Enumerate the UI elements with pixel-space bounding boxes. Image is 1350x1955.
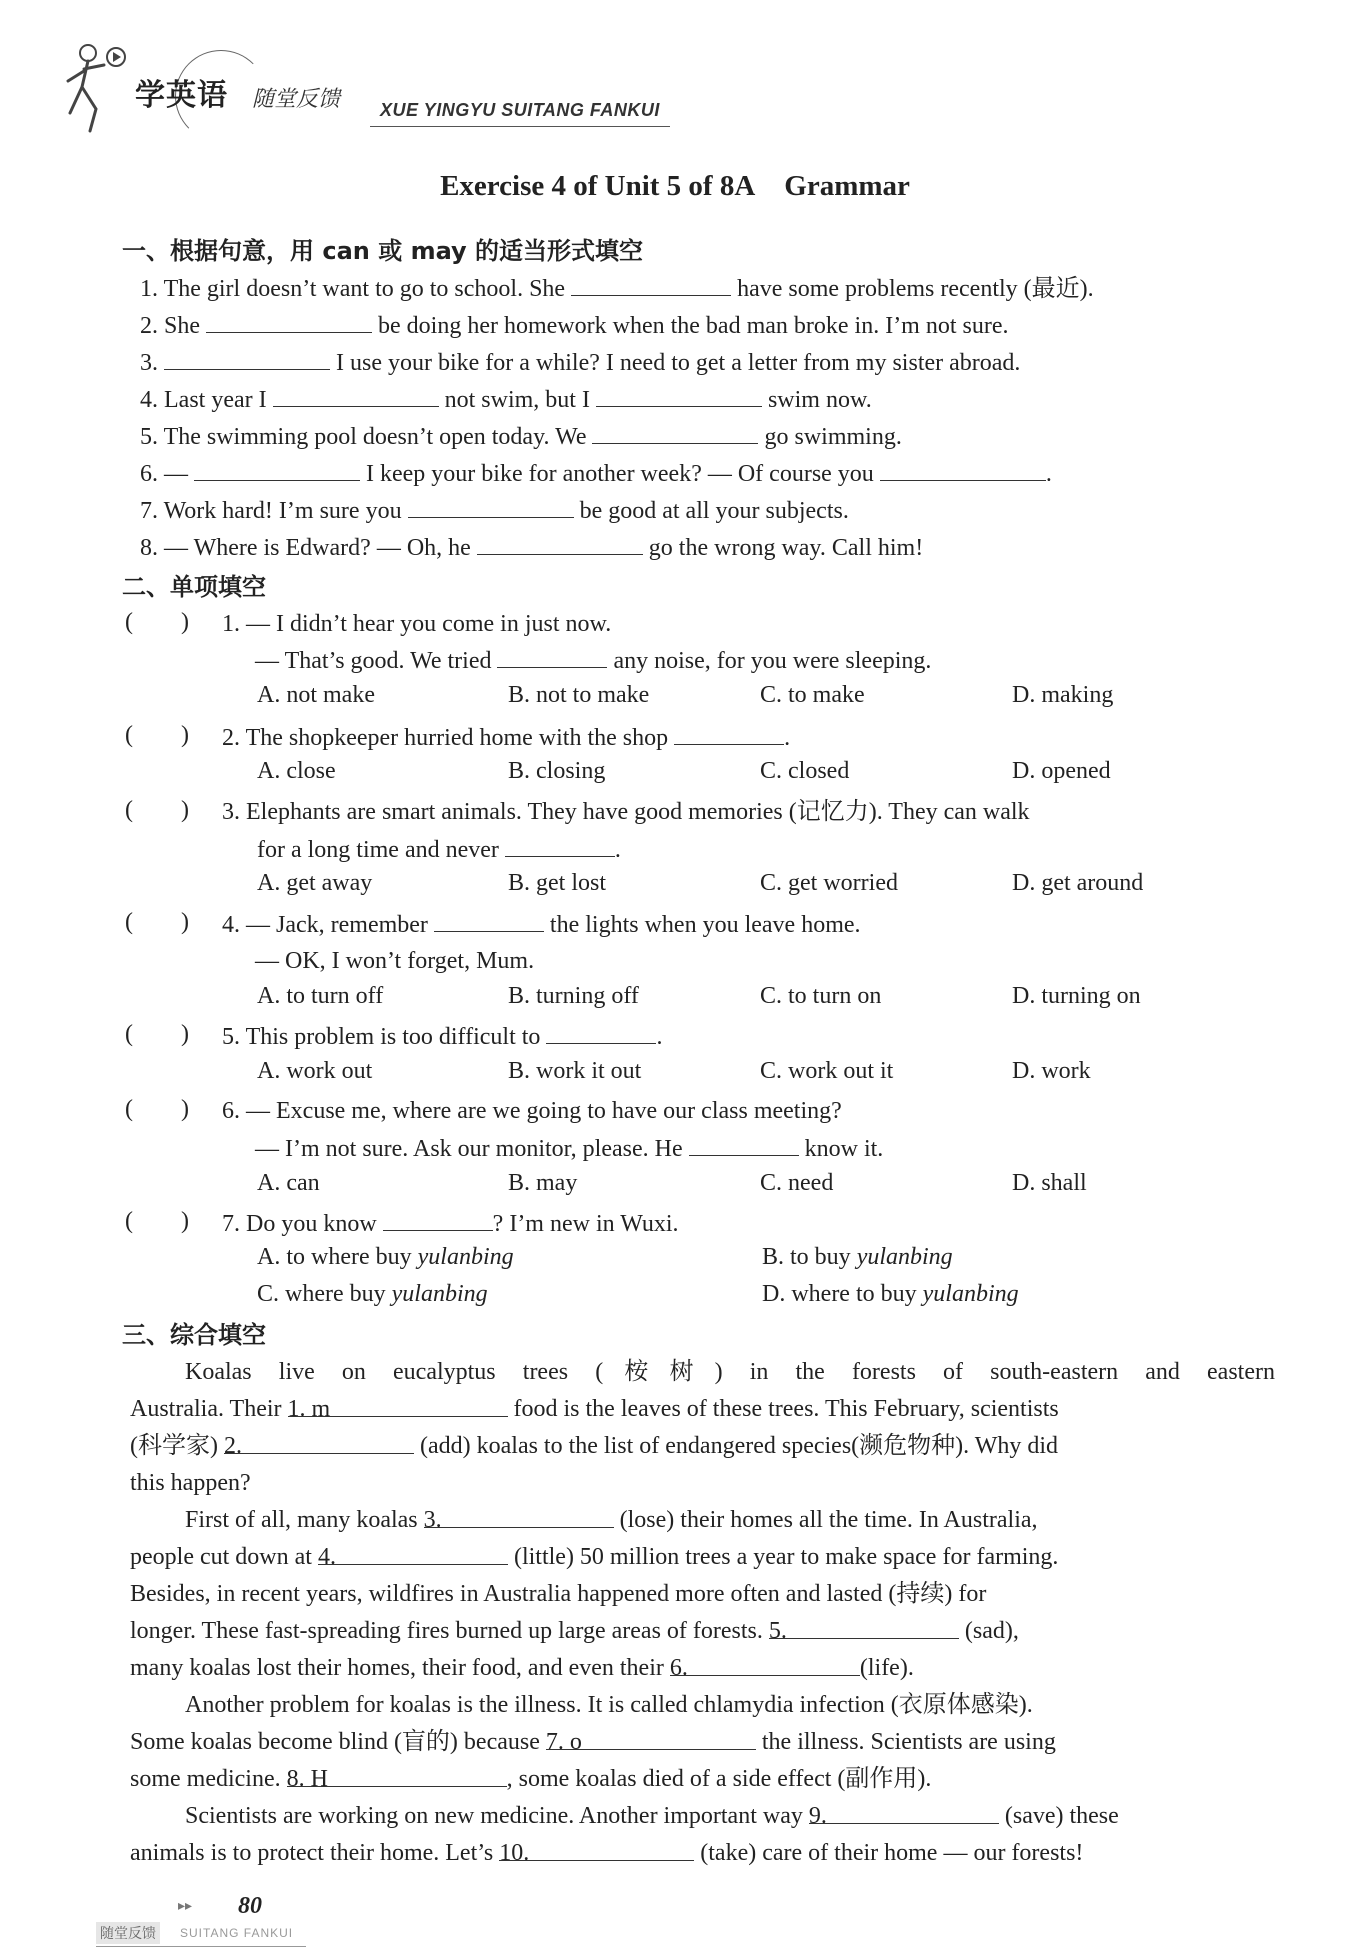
footer-subtitle: SUITANG FANKUI	[180, 1926, 294, 1940]
text: some medicine.	[130, 1766, 281, 1792]
text: (little) 50 million trees a year to make space for farming.	[513, 1544, 1059, 1570]
answer-blank[interactable]	[880, 458, 1046, 481]
option-b[interactable]: B. closing	[508, 758, 606, 784]
cloze-blank-6[interactable]	[669, 1653, 860, 1681]
text: 6. —	[140, 461, 188, 487]
blank-number: 3.	[423, 1507, 442, 1533]
option-d[interactable]: D. making	[1012, 682, 1114, 708]
option-d[interactable]: D. turning on	[1012, 983, 1141, 1009]
answer-blank[interactable]	[477, 532, 643, 555]
text: First of all, many koalas	[185, 1507, 418, 1533]
text: , some koalas died of a side effect (副作用).	[506, 1766, 932, 1792]
option-b[interactable]: B. get lost	[508, 870, 607, 896]
answer-blank[interactable]	[206, 310, 372, 333]
sec2-q3-stem-2	[257, 834, 621, 865]
cloze-blank-7[interactable]	[545, 1727, 756, 1755]
text: C. where buy	[257, 1281, 386, 1307]
text: 4. Last year I	[140, 387, 267, 413]
cloze-line: Koalas live on eucalyptus trees (桉树) in the forests of south-eastern and eastern	[185, 1359, 1275, 1385]
option-a[interactable]	[257, 1244, 514, 1271]
blank-number: 10.	[499, 1840, 530, 1866]
text: — I’m not sure. Ask our monitor, please. He	[255, 1136, 683, 1162]
cloze-line	[130, 1394, 1059, 1424]
sec1-q1	[140, 273, 1094, 304]
option-b[interactable]: B. not to make	[508, 682, 650, 708]
option-c[interactable]: C. get worried	[760, 870, 898, 896]
cloze-line	[130, 1616, 1019, 1646]
cloze-line: Another problem for koalas is the illness. It is called chlamydia infection (衣原体感染).	[185, 1692, 1033, 1718]
option-c[interactable]: C. to turn on	[760, 983, 882, 1009]
cloze-line	[130, 1727, 1056, 1757]
runner-logo-icon	[60, 35, 130, 135]
sec2-q6-stem: 6. — Excuse me, where are we going to have our class meeting?	[222, 1098, 842, 1124]
answer-blank[interactable]	[164, 347, 330, 370]
blank-number: 2.	[223, 1433, 242, 1459]
footer-tag: 随堂反馈	[96, 1922, 160, 1944]
text: I use your bike for a while? I need to get a letter from my sister abroad.	[336, 350, 1021, 376]
text: (add) koalas to the list of endangered species(濒危物种). Why did	[419, 1433, 1059, 1459]
text: food is the leaves of these trees. This February, scientists	[513, 1396, 1059, 1422]
text: B. to buy	[762, 1244, 851, 1270]
option-d[interactable]: D. work	[1012, 1058, 1091, 1084]
text: (sad),	[964, 1618, 1019, 1644]
text: 7. Work hard! I’m sure you	[140, 498, 402, 524]
blank-number: 5.	[768, 1618, 787, 1644]
text: D. where to buy	[762, 1281, 917, 1307]
page-title: Exercise 4 of Unit 5 of 8A Grammar	[440, 170, 910, 202]
text: go swimming.	[764, 424, 902, 450]
text: yulanbing	[391, 1281, 488, 1307]
text: for a long time and never	[257, 837, 499, 863]
answer-paren[interactable]: ( )	[125, 1208, 189, 1234]
text: Some koalas become blind (盲的) because	[130, 1729, 540, 1755]
option-b[interactable]	[762, 1244, 953, 1271]
text: many koalas lost their homes, their food, and even their	[130, 1655, 664, 1681]
text: yulanbing	[417, 1244, 514, 1270]
text: .	[784, 725, 791, 751]
answer-blank[interactable]	[592, 421, 758, 444]
cloze-line	[130, 1431, 1058, 1461]
sec1-q2	[140, 310, 1009, 341]
header-title: 学英语	[135, 78, 228, 113]
sec2-q3-stem: 3. Elephants are smart animals. They have good memories (记忆力). They can walk	[222, 799, 1030, 825]
text: the illness. Scientists are using	[761, 1729, 1056, 1755]
blank-number: 1. m	[287, 1396, 331, 1422]
text: (life).	[859, 1655, 914, 1681]
text: 3.	[140, 350, 158, 376]
sec1-q3	[140, 347, 1020, 378]
option-a[interactable]: A. to turn off	[257, 983, 384, 1009]
cloze-blank-5[interactable]	[768, 1616, 959, 1644]
footer-rule	[96, 1946, 306, 1947]
text: go the wrong way. Call him!	[648, 535, 924, 561]
blank-number: 8. H	[286, 1766, 328, 1792]
text: yulanbing	[856, 1244, 953, 1270]
sec2-q6-reply	[255, 1133, 883, 1164]
text: .	[1045, 461, 1052, 487]
header-rule	[370, 126, 670, 127]
cloze-line	[130, 1764, 931, 1794]
cloze-blank-2[interactable]	[223, 1431, 414, 1459]
cloze-line	[130, 1542, 1058, 1572]
sec2-q1-reply	[255, 645, 931, 676]
sec1-q8	[140, 532, 923, 563]
cloze-blank-4[interactable]	[317, 1542, 508, 1570]
text: — That’s good. We tried	[255, 648, 492, 674]
answer-blank[interactable]	[497, 645, 607, 668]
answer-blank[interactable]	[689, 1133, 799, 1156]
text: Australia. Their	[130, 1396, 282, 1422]
option-a[interactable]: A. close	[257, 758, 336, 784]
answer-blank[interactable]	[505, 834, 615, 857]
section1-heading: 一、根据句意，用 can 或 may 的适当形式填空	[122, 237, 644, 265]
text: (save) these	[1004, 1803, 1119, 1829]
option-a[interactable]: A. can	[257, 1170, 320, 1196]
answer-paren[interactable]: ( )	[125, 1096, 189, 1122]
answer-blank[interactable]	[674, 722, 784, 745]
answer-blank[interactable]	[273, 384, 439, 407]
blank-number: 6.	[669, 1655, 688, 1681]
text: A. to where buy	[257, 1244, 412, 1270]
sec1-q4	[140, 384, 872, 415]
option-b[interactable]: B. may	[508, 1170, 578, 1196]
text: 7. Do you know	[222, 1211, 377, 1237]
text: Scientists are working on new medicine. Another important way	[185, 1803, 803, 1829]
text: 2. She	[140, 313, 200, 339]
text: the lights when you leave home.	[549, 912, 861, 938]
sec2-q5-stem	[222, 1021, 662, 1052]
text: 4. — Jack, remember	[222, 912, 428, 938]
sec1-q7	[140, 495, 849, 526]
cloze-blank-3[interactable]	[423, 1505, 614, 1533]
blank-number: 9.	[808, 1803, 827, 1829]
header-banner	[60, 30, 680, 140]
option-a[interactable]: A. not make	[257, 682, 375, 708]
option-b[interactable]: B. turning off	[508, 983, 639, 1009]
sec1-q6	[140, 458, 1052, 489]
text: not swim, but I	[444, 387, 590, 413]
text: any noise, for you were sleeping.	[613, 648, 932, 674]
option-a[interactable]: A. work out	[257, 1058, 373, 1084]
answer-blank[interactable]	[596, 384, 762, 407]
sec1-q5	[140, 421, 902, 452]
text: be doing her homework when the bad man broke in. I’m not sure.	[378, 313, 1009, 339]
text: I keep your bike for another week? — Of course you	[366, 461, 874, 487]
text: (take) care of their home — our forests!	[700, 1840, 1084, 1866]
answer-paren[interactable]: ( )	[125, 909, 189, 935]
page-arrow-icon: ▸▸	[178, 1899, 193, 1914]
cloze-blank-10[interactable]	[499, 1838, 694, 1866]
blank-number: 7. o	[545, 1729, 582, 1755]
sec2-q4-stem	[222, 909, 861, 940]
text: swim now.	[767, 387, 872, 413]
text: know it.	[804, 1136, 884, 1162]
cloze-line: this happen?	[130, 1470, 251, 1496]
option-d[interactable]	[762, 1281, 1019, 1308]
page-number: 80	[238, 1893, 262, 1919]
text: 2. The shopkeeper hurried home with the shop	[222, 725, 669, 751]
text: animals is to protect their home. Let’s	[130, 1840, 494, 1866]
option-c[interactable]: C. need	[760, 1170, 834, 1196]
text: be good at all your subjects.	[579, 498, 849, 524]
option-c[interactable]	[257, 1281, 488, 1308]
header-pinyin: XUE YINGYU SUITANG FANKUI	[380, 100, 660, 120]
text: (科学家)	[130, 1433, 218, 1459]
text: 5. The swimming pool doesn’t open today. We	[140, 424, 587, 450]
text: .	[614, 837, 621, 863]
answer-blank[interactable]	[571, 273, 731, 296]
text: people cut down at	[130, 1544, 312, 1570]
header-subtitle: 随堂反馈	[252, 87, 341, 112]
text: 5. This problem is too difficult to	[222, 1024, 541, 1050]
answer-paren[interactable]: ( )	[125, 797, 189, 823]
blank-number: 4.	[317, 1544, 336, 1570]
cloze-line	[130, 1838, 1083, 1868]
option-d[interactable]: D. shall	[1012, 1170, 1087, 1196]
sec2-q4-reply: — OK, I won’t forget, Mum.	[255, 948, 535, 974]
answer-blank[interactable]	[408, 495, 574, 518]
option-d[interactable]: D. get around	[1012, 870, 1144, 896]
answer-blank[interactable]	[546, 1021, 656, 1044]
section3-heading: 三、综合填空	[122, 1321, 266, 1349]
text: longer. These fast-spreading fires burned up large areas of forests.	[130, 1618, 763, 1644]
text: .	[656, 1024, 663, 1050]
option-c[interactable]: C. closed	[760, 758, 850, 784]
cloze-line	[130, 1653, 914, 1683]
text: 8. — Where is Edward? — Oh, he	[140, 535, 471, 561]
text: 1. The girl doesn’t want to go to school. She	[140, 276, 566, 302]
cloze-blank-8[interactable]	[286, 1764, 507, 1792]
option-c[interactable]: C. to make	[760, 682, 865, 708]
section2-heading: 二、单项填空	[122, 573, 266, 601]
sec2-q7-stem	[222, 1208, 679, 1239]
option-d[interactable]: D. opened	[1012, 758, 1111, 784]
answer-blank[interactable]	[194, 458, 360, 481]
sec2-q2-stem	[222, 722, 790, 753]
cloze-line	[185, 1505, 1038, 1535]
answer-paren[interactable]: ( )	[125, 1021, 189, 1047]
cloze-line: Besides, in recent years, wildfires in Australia happened more often and lasted (持续) for	[130, 1581, 987, 1607]
text: yulanbing	[922, 1281, 1019, 1307]
option-c[interactable]: C. work out it	[760, 1058, 894, 1084]
text: (lose) their homes all the time. In Australia,	[619, 1507, 1038, 1533]
answer-paren[interactable]: ( )	[125, 609, 189, 635]
cloze-blank-1[interactable]	[287, 1394, 508, 1422]
sec2-q1-stem: 1. — I didn’t hear you come in just now.	[222, 611, 612, 637]
answer-paren[interactable]: ( )	[125, 722, 189, 748]
text: ? I’m new in Wuxi.	[492, 1211, 679, 1237]
cloze-line	[185, 1801, 1119, 1831]
text: have some problems recently (最近).	[737, 276, 1094, 302]
answer-blank[interactable]	[383, 1208, 493, 1231]
option-a[interactable]: A. get away	[257, 870, 373, 896]
cloze-blank-9[interactable]	[808, 1801, 999, 1829]
answer-blank[interactable]	[434, 909, 544, 932]
option-b[interactable]: B. work it out	[508, 1058, 642, 1084]
